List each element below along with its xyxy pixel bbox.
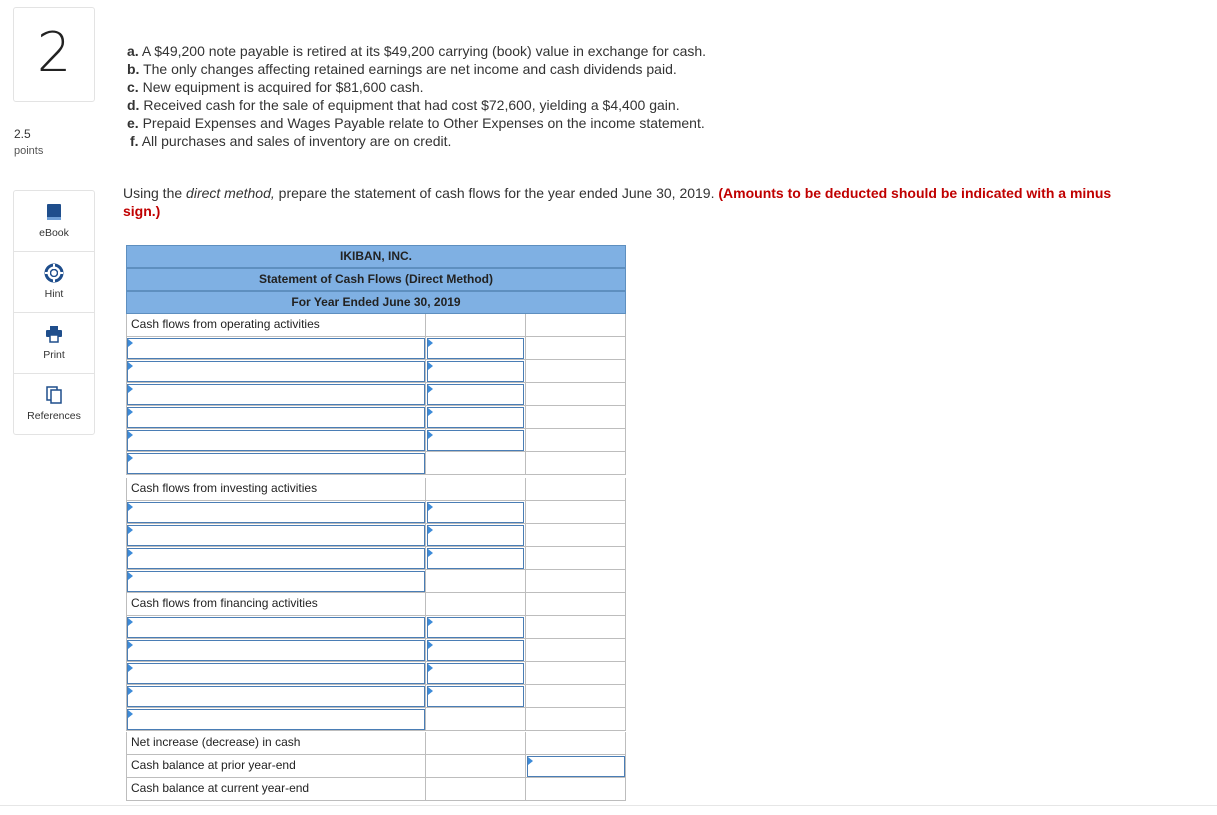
table-row <box>126 314 626 337</box>
book-icon <box>44 202 64 222</box>
given-item: f. All purchases and sales of inventory are on credit. <box>130 133 452 149</box>
given-information <box>127 42 706 150</box>
operating-section-label: Cash flows from operating activities <box>131 317 320 331</box>
table-row <box>126 662 626 685</box>
references-label: References <box>27 410 81 422</box>
points-label: points <box>14 145 44 157</box>
amount-input[interactable] <box>427 361 524 382</box>
account-input[interactable] <box>127 502 425 523</box>
table-cell <box>426 314 526 337</box>
financing-section-label: Cash flows from financing activities <box>131 596 318 610</box>
table-row <box>126 406 626 429</box>
dropdown-indicator-icon <box>428 687 433 695</box>
table-row <box>126 593 626 616</box>
account-input[interactable] <box>127 525 425 546</box>
table-cell <box>126 755 426 778</box>
amount-input[interactable] <box>427 640 524 661</box>
statement-title: Statement of Cash Flows (Direct Method) <box>126 268 626 291</box>
table-row <box>126 501 626 524</box>
table-row <box>126 639 626 662</box>
points-value: 2.5 <box>14 127 31 141</box>
question-number: 2 <box>36 21 72 84</box>
dropdown-indicator-icon <box>428 339 433 347</box>
table-cell <box>126 593 426 616</box>
table-cell <box>526 593 626 616</box>
table-cell <box>526 452 626 475</box>
table-row <box>126 452 626 475</box>
account-input[interactable] <box>127 453 425 474</box>
dropdown-indicator-icon <box>128 664 133 672</box>
amount-input[interactable] <box>427 548 524 569</box>
amount-input[interactable] <box>427 617 524 638</box>
table-row <box>126 732 626 755</box>
dropdown-indicator-icon <box>128 339 133 347</box>
table-row <box>126 547 626 570</box>
dropdown-indicator-icon <box>128 641 133 649</box>
table-cell <box>526 570 626 593</box>
table-cell <box>526 383 626 406</box>
dropdown-indicator-icon <box>428 526 433 534</box>
table-cell <box>526 616 626 639</box>
question-number-box <box>13 7 95 102</box>
print-label: Print <box>43 349 65 361</box>
given-item: b. The only changes affecting retained earnings are net income and cash dividends paid. <box>127 61 677 77</box>
print-button[interactable] <box>14 313 94 374</box>
table-cell <box>526 662 626 685</box>
table-row <box>126 616 626 639</box>
account-input[interactable] <box>127 709 425 730</box>
current-balance-label: Cash balance at current year-end <box>131 781 310 795</box>
table-cell <box>426 755 526 778</box>
account-input[interactable] <box>127 384 425 405</box>
table-cell <box>526 639 626 662</box>
account-input[interactable] <box>127 686 425 707</box>
table-row <box>126 570 626 593</box>
ebook-label: eBook <box>39 227 69 239</box>
divider <box>0 805 1217 806</box>
dropdown-indicator-icon <box>428 664 433 672</box>
statement-period: For Year Ended June 30, 2019 <box>126 291 626 314</box>
table-cell <box>526 732 626 755</box>
investing-section-label: Cash flows from investing activities <box>131 481 318 495</box>
table-cell <box>526 708 626 731</box>
given-item: c. New equipment is acquired for $81,600 cash. <box>127 79 424 95</box>
hint-label: Hint <box>44 288 64 300</box>
table-row <box>126 708 626 731</box>
table-cell <box>126 314 426 337</box>
account-input[interactable] <box>127 361 425 382</box>
account-input[interactable] <box>127 640 425 661</box>
table-cell <box>426 778 526 801</box>
table-cell <box>426 732 526 755</box>
dropdown-indicator-icon <box>128 385 133 393</box>
table-row <box>126 524 626 547</box>
printer-icon <box>44 324 64 344</box>
table-cell <box>526 478 626 501</box>
table-row <box>126 478 626 501</box>
table-cell <box>526 429 626 452</box>
table-cell <box>526 337 626 360</box>
table-row <box>126 429 626 452</box>
amount-input[interactable] <box>427 686 524 707</box>
account-input[interactable] <box>127 548 425 569</box>
given-item: a. A $49,200 note payable is retired at its $49,200 carrying (book) value in exchange for cash. <box>127 43 707 59</box>
table-cell <box>426 478 526 501</box>
dropdown-indicator-icon <box>128 431 133 439</box>
table-cell <box>526 501 626 524</box>
net-change-label: Net increase (decrease) in cash <box>131 735 301 749</box>
dropdown-indicator-icon <box>428 431 433 439</box>
amount-input[interactable] <box>427 525 524 546</box>
account-input[interactable] <box>127 407 425 428</box>
amount-input[interactable] <box>427 502 524 523</box>
table-row <box>126 383 626 406</box>
dropdown-indicator-icon <box>428 641 433 649</box>
table-row <box>126 360 626 383</box>
dropdown-indicator-icon <box>528 757 533 765</box>
given-item: d. Received cash for the sale of equipment that had cost $72,600, yielding a $4,400 gain. <box>127 97 680 113</box>
dropdown-indicator-icon <box>128 549 133 557</box>
dropdown-indicator-icon <box>428 362 433 370</box>
hint-button[interactable] <box>14 252 94 313</box>
table-cell <box>526 778 626 801</box>
account-input[interactable] <box>127 430 425 451</box>
dropdown-indicator-icon <box>128 503 133 511</box>
ebook-button[interactable] <box>14 191 94 252</box>
dropdown-indicator-icon <box>128 408 133 416</box>
table-cell <box>526 547 626 570</box>
table-row <box>126 778 626 801</box>
account-input[interactable] <box>127 617 425 638</box>
references-button[interactable] <box>14 374 94 434</box>
amount-input[interactable] <box>427 407 524 428</box>
table-cell <box>126 732 426 755</box>
dropdown-indicator-icon <box>128 454 133 462</box>
table-cell <box>526 524 626 547</box>
account-input[interactable] <box>127 663 425 684</box>
lifebuoy-icon <box>44 263 64 283</box>
table-cell <box>526 314 626 337</box>
dropdown-indicator-icon <box>428 618 433 626</box>
prior-balance-label: Cash balance at prior year-end <box>131 758 296 772</box>
dropdown-indicator-icon <box>128 362 133 370</box>
table-cell <box>126 478 426 501</box>
table-row <box>126 755 626 778</box>
table-cell <box>526 685 626 708</box>
account-input[interactable] <box>127 338 425 359</box>
given-item: e. Prepaid Expenses and Wages Payable relate to Other Expenses on the income statement. <box>127 115 705 131</box>
dropdown-indicator-icon <box>128 618 133 626</box>
dropdown-indicator-icon <box>428 503 433 511</box>
instructions-note: (Amounts to be deducted should be indicated with a minus sign.) <box>123 185 1112 219</box>
dropdown-indicator-icon <box>428 549 433 557</box>
dropdown-indicator-icon <box>428 408 433 416</box>
tools-panel <box>13 190 95 435</box>
amount-input[interactable] <box>427 384 524 405</box>
documents-icon <box>44 385 64 405</box>
company-name: IKIBAN, INC. <box>126 245 626 268</box>
amount-input[interactable] <box>427 663 524 684</box>
dropdown-indicator-icon <box>128 572 133 580</box>
table-row <box>126 337 626 360</box>
dropdown-indicator-icon <box>128 687 133 695</box>
table-cell <box>526 360 626 383</box>
dropdown-indicator-icon <box>128 526 133 534</box>
table-cell <box>426 570 526 593</box>
table-row <box>126 685 626 708</box>
account-input[interactable] <box>127 571 425 592</box>
amount-input[interactable] <box>427 338 524 359</box>
table-cell <box>426 708 526 731</box>
table-cell <box>126 778 426 801</box>
table-cell <box>426 593 526 616</box>
table-cell <box>526 406 626 429</box>
table-cell <box>426 452 526 475</box>
prior-balance-input[interactable] <box>527 756 625 777</box>
amount-input[interactable] <box>427 430 524 451</box>
instructions: Using the direct method, prepare the statement of cash flows for the year ended June 30, 2019. (Amounts to be deducted should be indicated with a minus sign.) <box>123 185 1112 219</box>
dropdown-indicator-icon <box>428 385 433 393</box>
dropdown-indicator-icon <box>128 710 133 718</box>
